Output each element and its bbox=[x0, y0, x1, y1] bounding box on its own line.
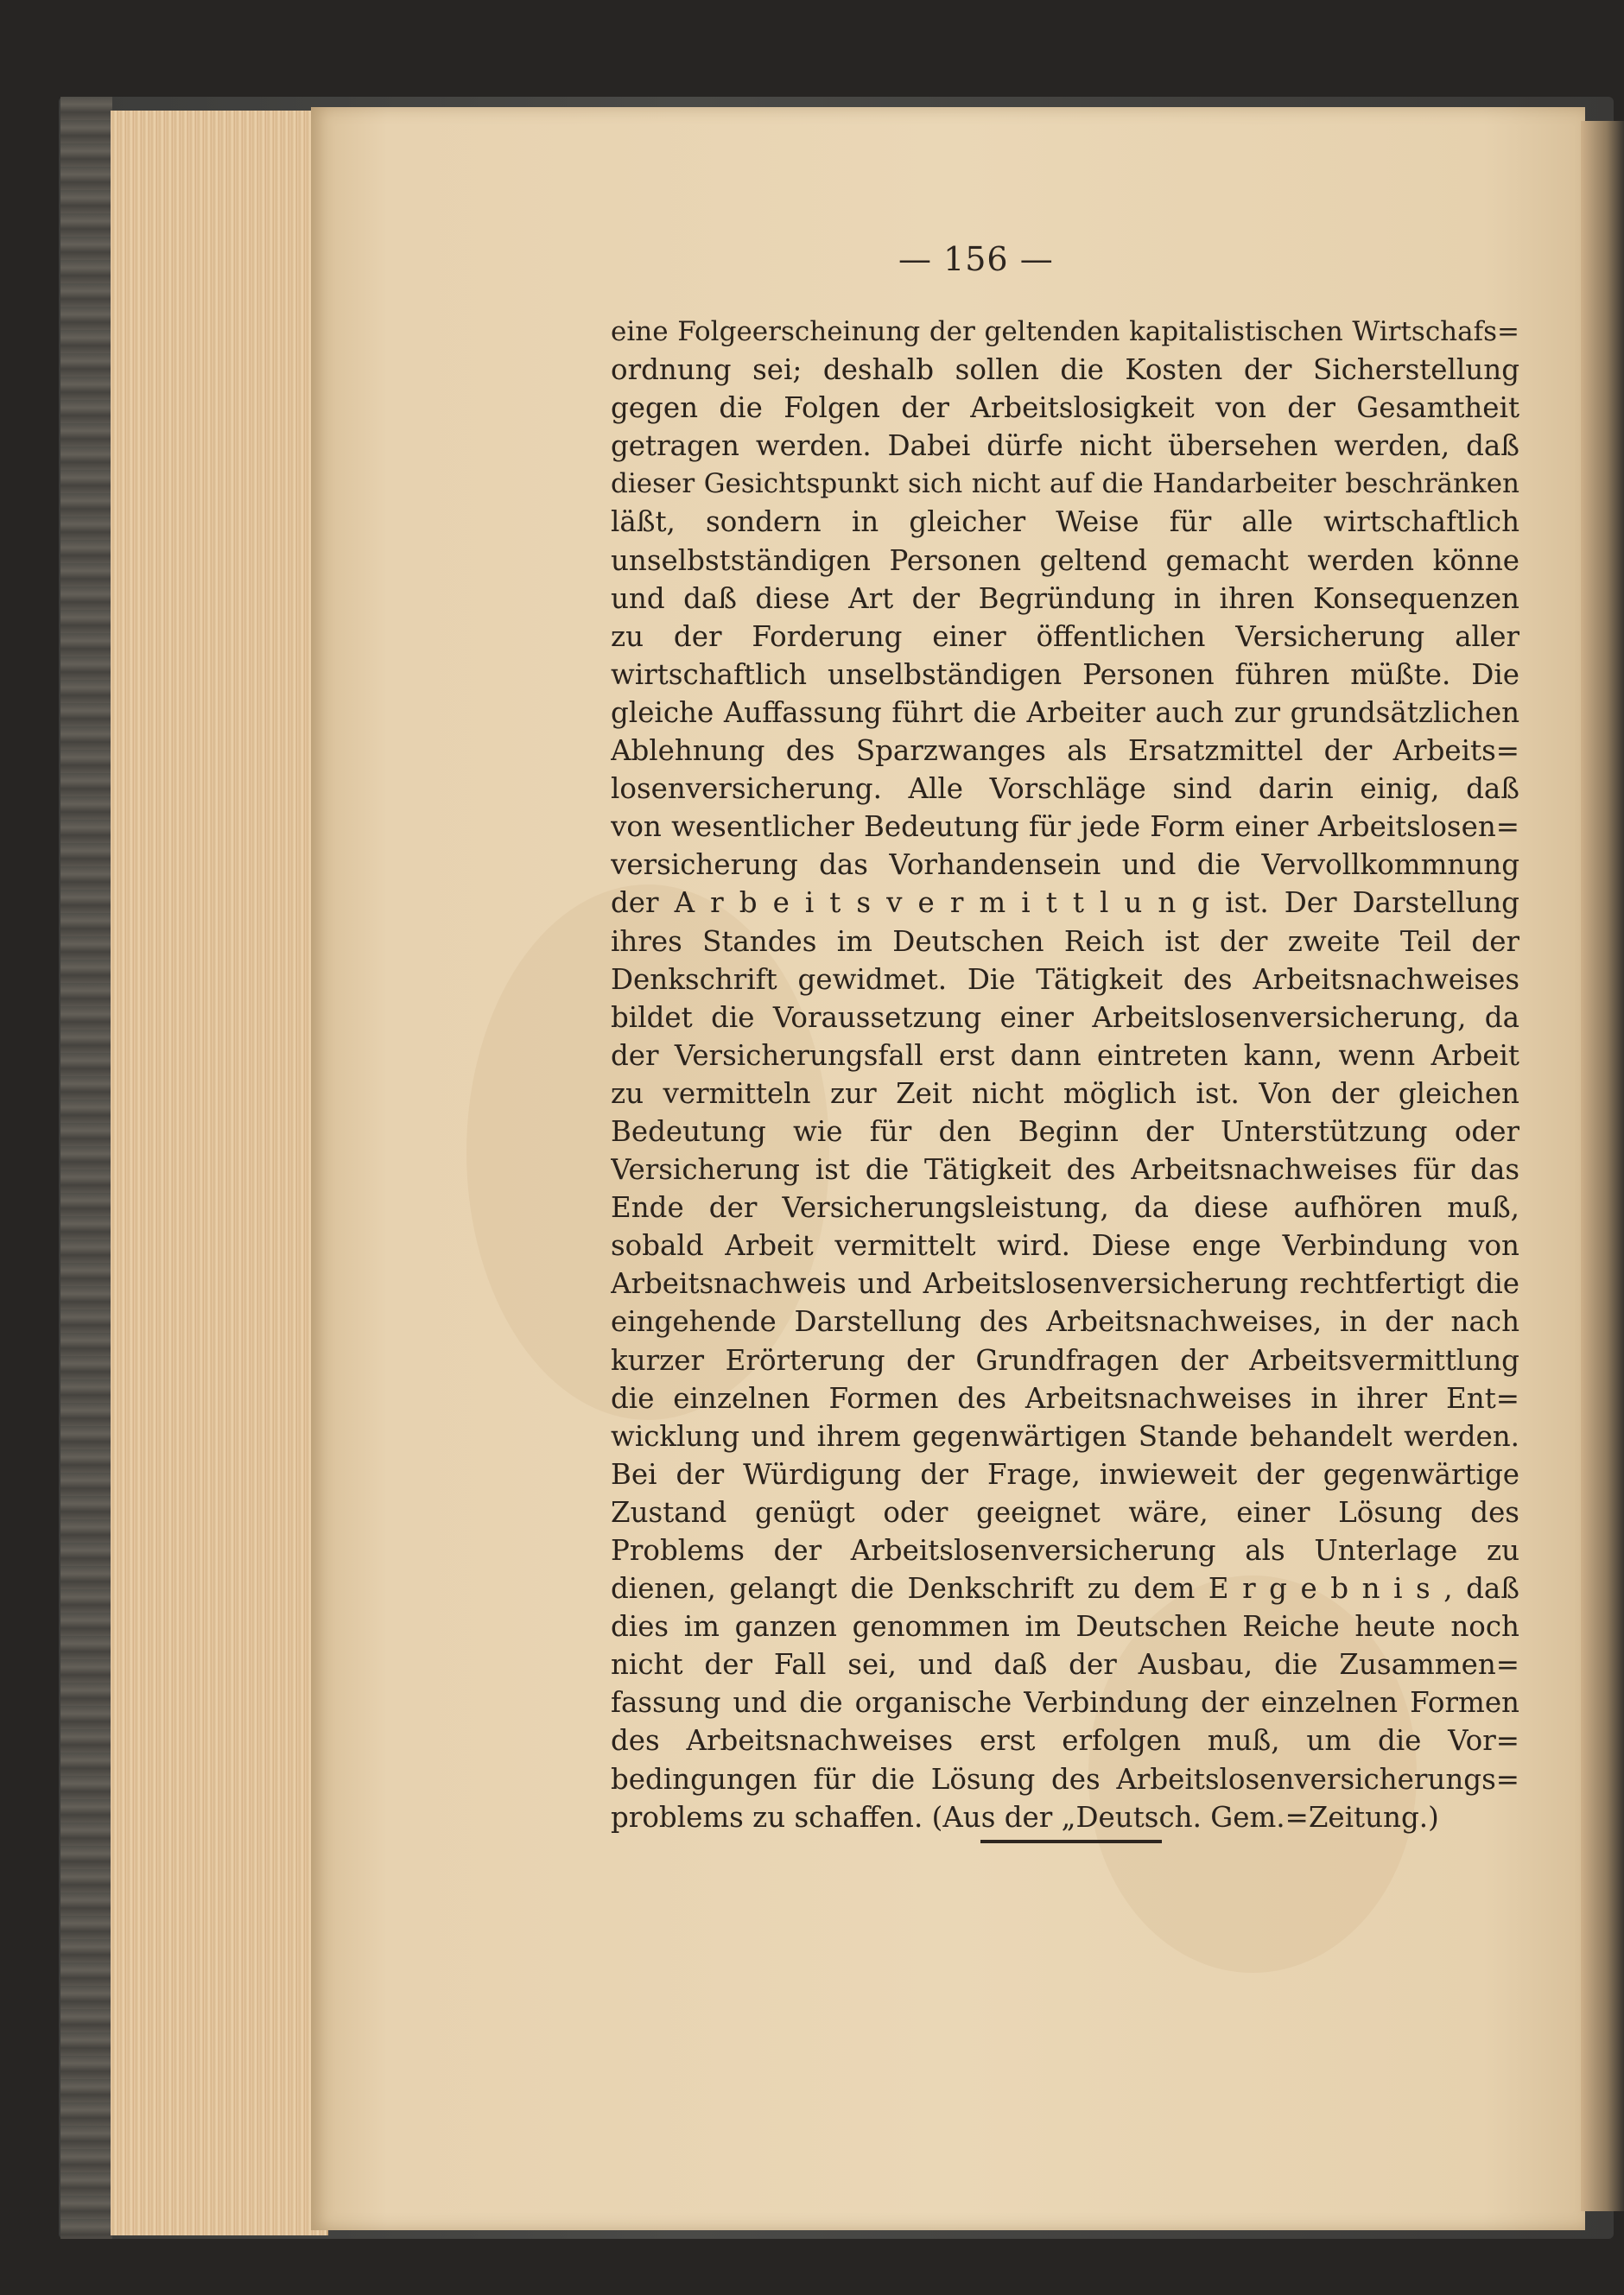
text-line: der Versicherungsfall erst dann eintreten kann, wenn Arbeit bbox=[611, 1038, 1519, 1072]
text-line: Ende der Versicherungsleistung, da diese aufhören muß, bbox=[611, 1191, 1519, 1225]
page-gutter bbox=[1581, 121, 1624, 2211]
page-stack-edge bbox=[111, 111, 328, 2235]
page-number: — 156 — bbox=[898, 240, 1054, 278]
text-line: kurzer Erörterung der Grundfragen der Arbeitsvermittlung bbox=[611, 1343, 1519, 1377]
text-line: Bedeutung wie für den Beginn der Unterstützung oder bbox=[611, 1114, 1519, 1148]
text-line: dieser Gesichtspunkt sich nicht auf die Handarbeiter beschränken bbox=[611, 468, 1519, 500]
text-line: ihres Standes im Deutschen Reich ist der zweite Teil der bbox=[611, 924, 1519, 958]
text-line: gegen die Folgen der Arbeitslosigkeit von der Gesamtheit bbox=[611, 391, 1519, 425]
text-line: dies im ganzen genommen im Deutschen Reiche heute noch bbox=[611, 1610, 1519, 1644]
text-line: zu vermitteln zur Zeit nicht möglich ist. Von der gleichen bbox=[611, 1076, 1519, 1110]
text-line: versicherung das Vorhandensein und die Vervollkommnung bbox=[611, 848, 1519, 882]
text-line: sobald Arbeit vermittelt wird. Diese enge Verbindung von bbox=[611, 1229, 1519, 1263]
text-line: nicht der Fall sei, und daß der Ausbau, die Zusammen= bbox=[611, 1648, 1519, 1682]
text-line: die einzelnen Formen des Arbeitsnachweises in ihrer Ent= bbox=[611, 1381, 1519, 1415]
text-line: bildet die Voraussetzung einer Arbeitslosenversicherung, da bbox=[611, 1000, 1519, 1034]
text-line: problems zu schaffen. (Aus der „Deutsch. Gem.=Zeitung.) bbox=[611, 1800, 1439, 1834]
cover-edge bbox=[60, 97, 112, 2239]
text-line: wicklung und ihrem gegenwärtigen Stande behandelt werden. bbox=[611, 1419, 1519, 1453]
text-line: gleiche Auffassung führt die Arbeiter auch zur grundsätzlichen bbox=[611, 695, 1519, 729]
text-line: ordnung sei; deshalb sollen die Kosten der Sicherstellung bbox=[611, 353, 1519, 387]
text-line: bedingungen für die Lösung des Arbeitslosenversicherungs= bbox=[611, 1762, 1519, 1796]
text-line: Versicherung ist die Tätigkeit des Arbeitsnachweises für das bbox=[611, 1153, 1519, 1187]
text-line: Ablehnung des Sparzwanges als Ersatzmittel der Arbeits= bbox=[611, 734, 1519, 768]
text-line: Bei der Würdigung der Frage, inwieweit der gegenwärtige bbox=[611, 1457, 1519, 1491]
text-line: von wesentlicher Bedeutung für jede Form einer Arbeitslosen= bbox=[611, 810, 1519, 844]
text-line: und daß diese Art der Begründung in ihren Konsequenzen bbox=[611, 581, 1519, 615]
text-line: fassung und die organische Verbindung der einzelnen Formen bbox=[611, 1686, 1519, 1720]
text-line: Zustand genügt oder geeignet wäre, einer Lösung des bbox=[611, 1495, 1519, 1529]
text-line: eine Folgeerscheinung der geltenden kapitalistischen Wirtschafs= bbox=[611, 316, 1519, 347]
text-line: getragen werden. Dabei dürfe nicht übersehen werden, daß bbox=[611, 429, 1519, 463]
text-line: Denkschrift gewidmet. Die Tätigkeit des Arbeitsnachweises bbox=[611, 962, 1519, 996]
text-line: dienen, gelangt die Denkschrift zu dem E r g e b n i s , daß bbox=[611, 1572, 1519, 1606]
text-line: Problems der Arbeitslosenversicherung als Unterlage zu bbox=[611, 1534, 1519, 1567]
text-line: zu der Forderung einer öffentlichen Versicherung aller bbox=[611, 619, 1519, 653]
text-line: läßt, sondern in gleicher Weise für alle wirtschaftlich bbox=[611, 505, 1519, 539]
text-line: eingehende Darstellung des Arbeitsnachweises, in der nach bbox=[611, 1305, 1519, 1339]
text-line: Arbeitsnachweis und Arbeitslosenversicherung rechtfertigt die bbox=[611, 1267, 1519, 1301]
text-line: der A r b e i t s v e r m i t t l u n g ist. Der Darstellung bbox=[611, 886, 1519, 920]
body-text bbox=[611, 313, 1519, 1836]
text-line: des Arbeitsnachweises erst erfolgen muß, um die Vor= bbox=[611, 1724, 1519, 1758]
text-line: losenversicherung. Alle Vorschläge sind darin einig, daß bbox=[611, 772, 1519, 806]
end-rule bbox=[980, 1840, 1162, 1843]
text-line: unselbstständigen Personen geltend gemacht werden könne bbox=[611, 543, 1519, 577]
text-line: wirtschaftlich unselbständigen Personen führen müßte. Die bbox=[611, 657, 1519, 691]
